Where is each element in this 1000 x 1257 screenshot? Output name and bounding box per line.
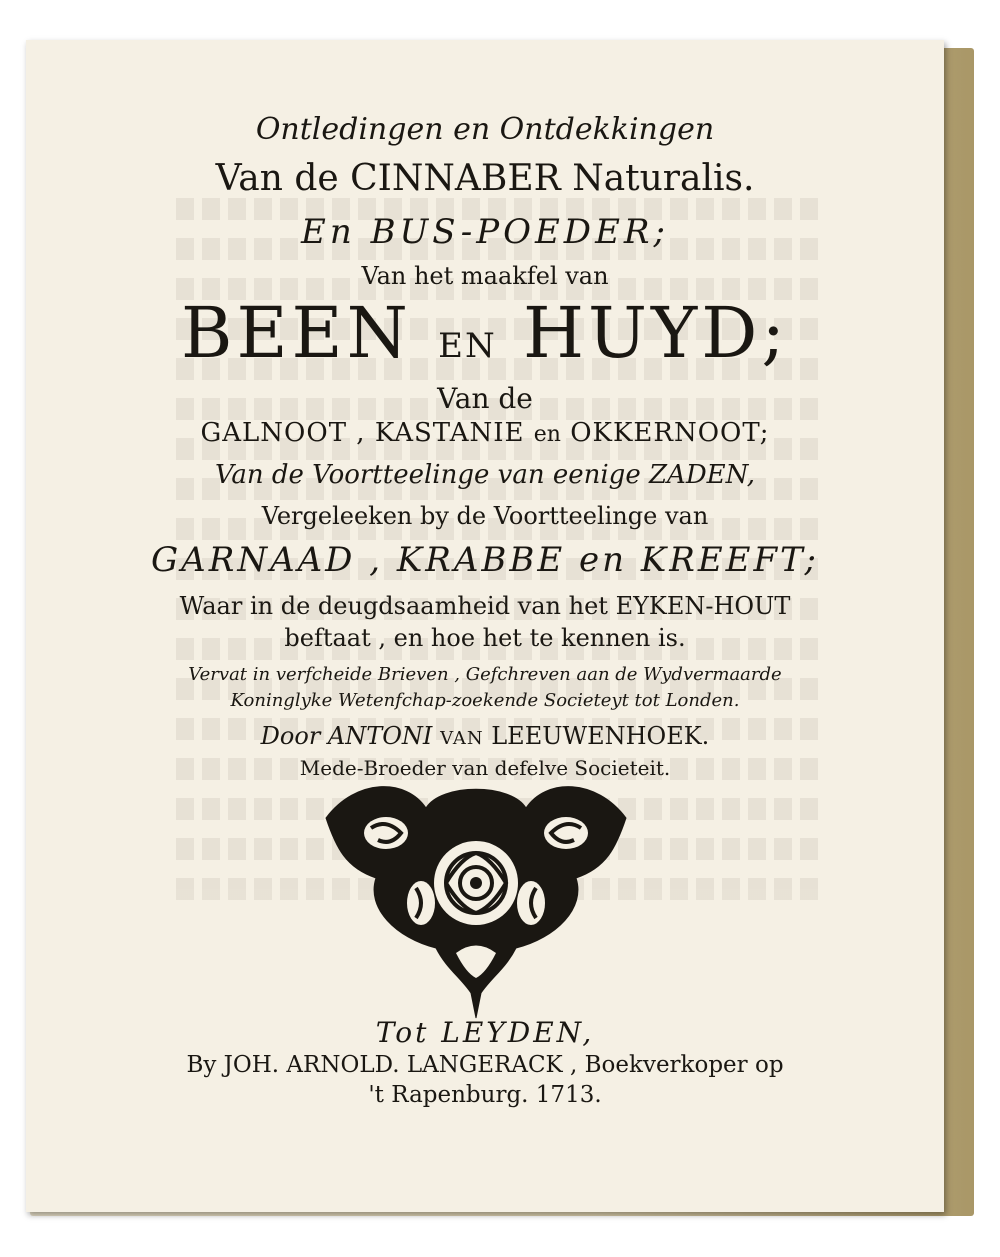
title-line-9: Vergeleeken by de Voortteelinge van: [261, 502, 709, 530]
title-line-14: Koninglyke Wetenfchap-zoekende Societeyt tot Londen.: [230, 690, 740, 711]
title-line-10: GARNAAD , KRABBE en KREEFT;: [151, 540, 819, 580]
title-line-2: Van de CINNABER Naturalis.: [215, 158, 755, 199]
title-okkernoot: OKKERNOOT;: [570, 418, 770, 448]
title-been: BEEN: [181, 292, 412, 374]
title-en-small: EN: [438, 326, 497, 366]
title-line-8: Van de Voortteelinge van eenige ZADEN,: [214, 460, 755, 490]
title-line-7: [26, 418, 944, 448]
title-en-connector: en: [533, 422, 561, 447]
title-line-4: Van het maakfel van: [361, 262, 609, 290]
title-line-6: Van de: [437, 382, 533, 415]
title-line-15: [26, 722, 944, 750]
title-huyd: HUYD;: [523, 292, 789, 374]
author-door-antoni: Door ANTONI: [260, 722, 433, 750]
title-line-5: [26, 292, 944, 374]
title-line-12: beftaat , en hoe het te kennen is.: [284, 624, 686, 652]
title-galnoot-kastanie: GALNOOT , KASTANIE: [200, 418, 525, 448]
title-line-1: Ontledingen en Ontdekkingen: [255, 112, 715, 147]
printers-ornament-icon: [316, 778, 636, 1028]
imprint-address-year: 't Rapenburg. 1713.: [368, 1082, 602, 1108]
imprint-place: Tot LEYDEN,: [375, 1016, 595, 1049]
title-line-16: Mede-Broeder van defelve Societeit.: [299, 756, 671, 780]
title-page: [26, 40, 944, 1212]
title-line-3: En BUS-POEDER;: [301, 212, 669, 252]
title-line-13: Vervat in verfcheide Brieven , Gefchreven aan de Wydvermaarde: [188, 664, 782, 685]
author-surname: LEEUWENHOEK.: [491, 722, 710, 750]
imprint-printer: By JOH. ARNOLD. LANGERACK , Boekverkoper op: [186, 1052, 784, 1078]
title-line-11: Waar in de deugdsaamheid van het EYKEN-HOUT: [179, 592, 791, 620]
author-van: VAN: [440, 728, 484, 749]
